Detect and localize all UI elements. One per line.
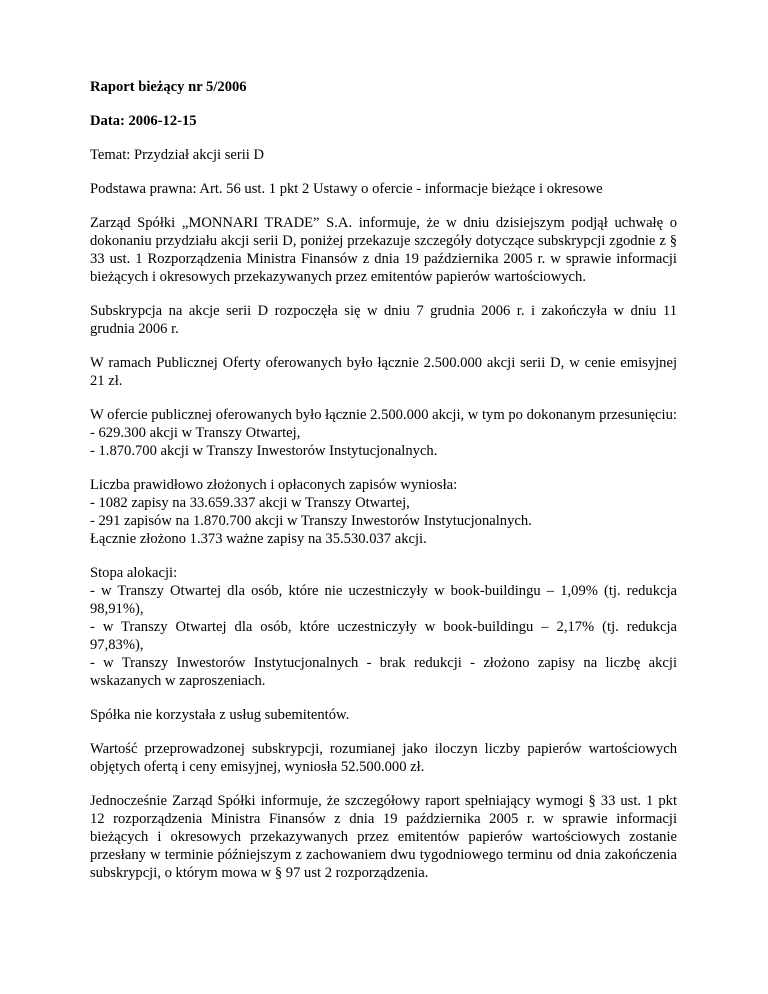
list-item: - w Transzy Inwestorów Instytucjonalnych - brak redukcji - złożono zapisy na liczbę akcji wskazanych w zaproszeniach. [90,655,677,689]
public-offering-paragraph: W ramach Publicznej Oferty oferowanych było łącznie 2.500.000 akcji serii D, w cenie emisyjnej 21 zł. [90,355,677,389]
legal-basis: Podstawa prawna: Art. 56 ust. 1 pkt 2 Ustawy o ofercie - informacje bieżące i okresowe [90,181,603,197]
allocation-lead: Stopa alokacji: [90,565,178,581]
subscriptions-block [90,476,677,548]
list-item: - 629.300 akcji w Transzy Otwartej, [90,425,301,441]
list-item: - 291 zapisów na 1.870.700 akcji w Transzy Inwestorów Instytucjonalnych. [90,513,532,529]
subissuers-paragraph: Spółka nie korzystała z usług subemitentów. [90,707,350,723]
document-page [90,78,677,898]
subscription-period-paragraph: Subskrypcja na akcje serii D rozpoczęła się w dniu 7 grudnia 2006 r. i zakończyła w dniu 11 grudnia 2006 r. [90,303,677,337]
list-item: - w Transzy Otwartej dla osób, które nie uczestniczyły w book-buildingu – 1,09% (tj. redukcja 98,91%), [90,583,677,617]
report-subject: Temat: Przydział akcji serii D [90,147,265,163]
intro-paragraph: Zarząd Spółki „MONNARI TRADE” S.A. informuje, że w dniu dzisiejszym podjął uchwałę o dokonaniu przydziału akcji serii D, poniżej przekazuje szczegóły dotyczące subskrypcji zgodnie z § 33 ust. 1 Rozporządzenia Ministra Finansów z dnia 19 października 2005 r. w sprawie informacji bieżących i okresowych przekazywanych przez emitentów papierów wartościowych. [90,215,677,285]
offering-breakdown-block [90,406,677,460]
subscriptions-lead: Liczba prawidłowo złożonych i opłaconych zapisów wyniosła: [90,477,458,493]
subscriptions-total: Łącznie złożono 1.373 ważne zapisy na 35.530.037 akcji. [90,531,427,547]
list-item: - 1.870.700 akcji w Transzy Inwestorów Instytucjonalnych. [90,443,438,459]
report-date: Data: 2006-12-15 [90,113,197,129]
list-item: - 1082 zapisy na 33.659.337 akcji w Transzy Otwartej, [90,495,410,511]
report-title: Raport bieżący nr 5/2006 [90,79,247,95]
list-item: - w Transzy Otwartej dla osób, które uczestniczyły w book-buildingu – 2,17% (tj. redukcja 97,83%), [90,619,677,653]
subscription-value-paragraph: Wartość przeprowadzonej subskrypcji, rozumianej jako iloczyn liczby papierów wartościowych objętych ofertą i ceny emisyjnej, wyniosła 52.500.000 zł. [90,741,677,775]
closing-paragraph: Jednocześnie Zarząd Spółki informuje, że szczegółowy raport spełniający wymogi § 33 ust. 1 pkt 12 rozporządzenia Ministra Finansów z dnia 19 października 2005 r. w sprawie informacji bieżących i okresowych przekazywanych przez emitentów papierów wartościowych zostanie przesłany w terminie późniejszym z zachowaniem dwu tygodniowego terminu od dnia zakończenia subskrypcji, o którym mowa w § 97 ust 2 rozporządzenia. [90,793,677,881]
offering-breakdown-lead: W ofercie publicznej oferowanych było łącznie 2.500.000 akcji, w tym po dokonanym przesunięciu: [90,407,677,423]
allocation-block [90,564,677,690]
